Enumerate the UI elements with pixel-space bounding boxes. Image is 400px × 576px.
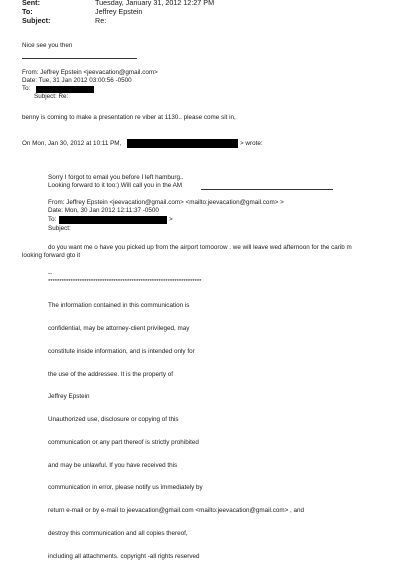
msg2-body-line1: do you want me o have you picked up from the airport tomoorow . we will leave wed afternoon for the carib m bbox=[48, 244, 352, 251]
signature-rule bbox=[22, 58, 137, 59]
disclaimer-line: communication in error, please notify us immediately by bbox=[48, 484, 203, 492]
disclaimer-line: return e-mail or by e-mail to jeevacation@gmail.com <mailto:jeevacation@gmail.com> , and bbox=[48, 507, 305, 515]
msg2-to: To: bbox=[48, 216, 57, 223]
msg1-subject: Subject: Re: bbox=[34, 93, 69, 100]
disclaimer-line: The information contained in this communication is bbox=[48, 302, 190, 310]
disclaimer-line: confidential, may be attorney-client privileged, may bbox=[48, 324, 190, 332]
quote1-intro-end: > wrote: bbox=[240, 140, 263, 147]
redaction-box bbox=[36, 86, 94, 93]
disclaimer-line: and may be unlawful. If you have received this bbox=[48, 461, 178, 469]
disclaimer-line: the use of the addressee. It is the property of bbox=[48, 370, 173, 378]
subject-label: Subject: bbox=[22, 16, 51, 25]
msg1-to: To: bbox=[22, 85, 31, 92]
msg2-body-line2: looking forward gto it bbox=[22, 252, 81, 259]
disclaimer-line: Jeffrey Epstein bbox=[48, 393, 90, 401]
disclaimer-line: communication or any part thereof is strictly prohibited bbox=[48, 438, 199, 446]
msg2-subject: Subject: bbox=[48, 225, 71, 232]
redaction-box bbox=[59, 216, 167, 224]
msg2-to-end: > bbox=[169, 216, 173, 223]
sent-row bbox=[22, 0, 215, 7]
disclaimer-line: including all attachments. copyright -all rights reserved bbox=[48, 552, 200, 560]
to-row bbox=[22, 7, 143, 16]
top-reply-text: Nice see you then bbox=[22, 42, 73, 49]
msg1-from: From: Jeffrey Epstein <jeevacation@gmail.com> bbox=[22, 69, 158, 76]
redaction-box bbox=[127, 139, 238, 148]
reply2-rule bbox=[201, 189, 333, 190]
footer-stars: ******************************************************************** bbox=[48, 279, 202, 285]
sent-label: Sent: bbox=[22, 0, 40, 7]
footer-ellipsis: -- bbox=[48, 270, 53, 277]
to-label: To: bbox=[22, 7, 33, 16]
quote1-intro-start: On Mon, Jan 30, 2012 at 10:11 PM, bbox=[22, 140, 122, 147]
msg1-body: benny is coming to make a presentation re viber at 1130.. please come sit in, bbox=[22, 114, 236, 121]
sent-value: Tuesday, January 31, 2012 12:27 PM bbox=[95, 0, 215, 7]
disclaimer-block bbox=[48, 287, 304, 576]
msg2-from: From: Jeffrey Epstein <jeevacation@gmail.com> <mailto:jeevacation@gmail.com> > bbox=[48, 199, 284, 206]
subject-row bbox=[22, 16, 107, 25]
reply2-line1: Sorry I forgot to email you before I left hamburg.. bbox=[48, 174, 184, 181]
disclaimer-line: Unauthorized use, disclosure or copying of this bbox=[48, 416, 179, 424]
disclaimer-line: destroy this communication and all copies thereof, bbox=[48, 530, 188, 537]
subject-value: Re: bbox=[95, 16, 107, 25]
disclaimer-line: constitute inside information, and is intended only for bbox=[48, 347, 195, 355]
to-value: Jeffrey Epstein bbox=[95, 7, 143, 16]
msg2-date: Date: Mon, 30 Jan 2012 12:11:37 -0500 bbox=[48, 207, 159, 214]
reply2-line2: Looking forward to it too:) Will call you in the AM bbox=[48, 182, 183, 189]
msg1-date: Date: Tue, 31 Jan 2012 03:00:56 -0500 bbox=[22, 77, 132, 84]
